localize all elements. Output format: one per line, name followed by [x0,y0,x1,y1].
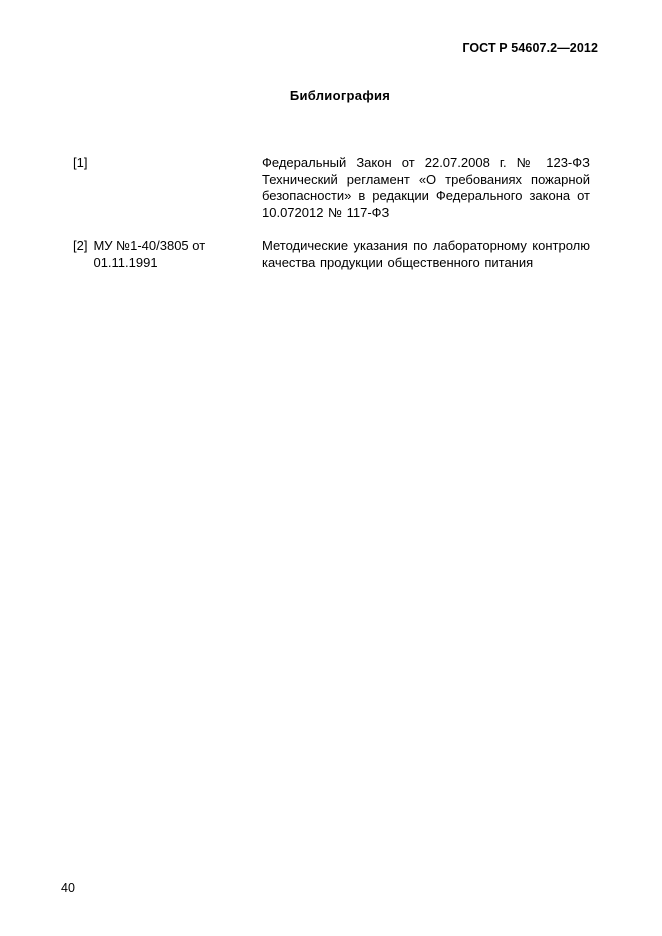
bibliography-list [73,155,590,288]
bibliography-code: МУ №1-40/3805 от 01.11.1991 [93,238,206,270]
bibliography-entry [73,155,590,221]
bibliography-description: Федеральный Закон от 22.07.2008 г. № 123-ФЗ Технический регламент «О требованиях пожарной безопасности» в редакции Федерального закона от 10.072012 № 117-ФЗ [262,155,590,220]
bibliography-code [93,155,262,221]
section-title-text: Библиография [289,88,391,103]
document-code: ГОСТ Р 54607.2—2012 [462,41,598,55]
bibliography-number: [1] [73,155,88,170]
bibliography-description: Методические указания по лабораторному контролю качества продукции общественного питания [262,238,590,270]
bibliography-number: [2] [73,238,88,253]
section-title [0,88,662,103]
bibliography-reference [73,155,262,221]
page-number: 40 [61,881,75,895]
bibliography-entry [73,238,590,271]
bibliography-reference [73,238,262,271]
